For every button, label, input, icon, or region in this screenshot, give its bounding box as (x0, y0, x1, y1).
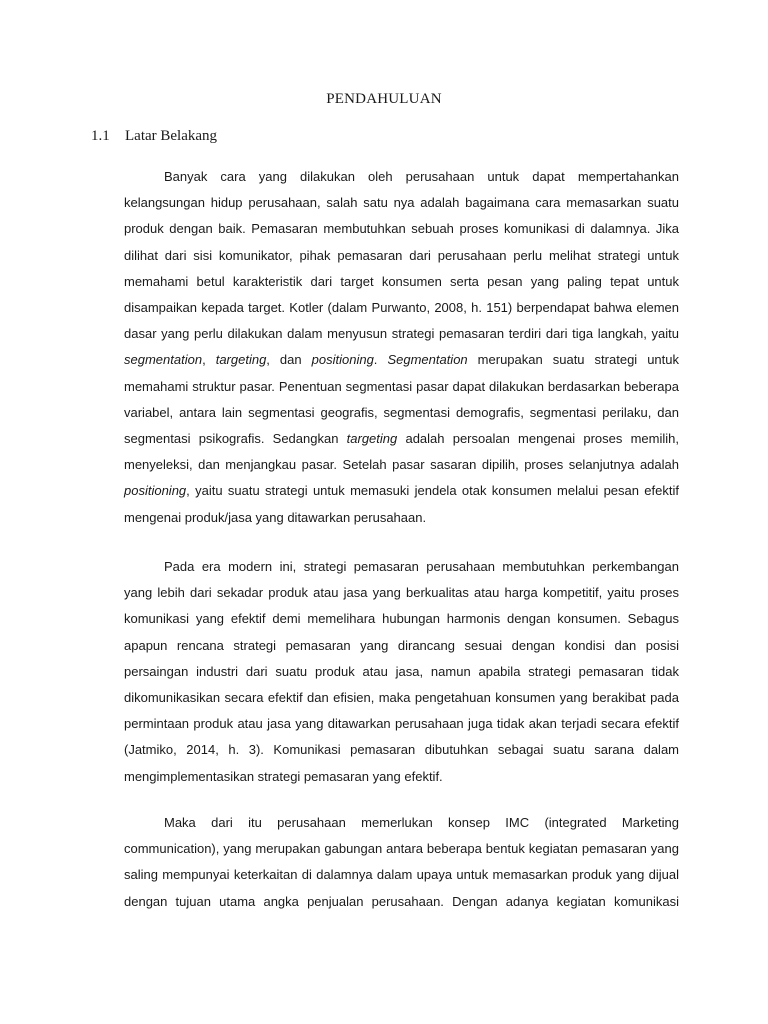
paragraph-2 (124, 554, 679, 790)
paragraph-line: segmentasi psikografis. Sedangkan targeting adalah persoalan mengenai proses memilih, (124, 431, 679, 447)
paragraph-line: dilihat dari sisi komunikator, pihak pemasaran dari perusahaan perlu melihat strategi untuk (124, 247, 679, 263)
paragraph-line: produk dengan baik. Pemasaran membutuhkan sebuah proses komunikasi di dalamnya. Jika (124, 221, 679, 237)
paragraph-line: persaingan industri dari suatu produk atau jasa, namun apabila strategi pemasaran tidak (124, 663, 679, 679)
paragraph-line: apapun rencana strategi pemasaran yang dirancang sesuai dengan kondisi dan posisi (124, 637, 679, 653)
paragraph-line: segmentation, targeting, dan positioning. Segmentation merupakan suatu strategi untuk (124, 352, 680, 368)
paragraph-line: Maka dari itu perusahaan memerlukan konsep IMC (integrated Marketing (164, 815, 679, 830)
page-title: PENDAHULUAN (326, 91, 442, 107)
paragraph-line: Pada era modern ini, strategi pemasaran perusahaan membutuhkan perkembangan (164, 559, 679, 574)
paragraph-1 (124, 164, 679, 531)
paragraph-line: memahami betul karakteristik dari target konsumen serta pesan yang paling tepat untuk (124, 273, 679, 289)
paragraph-line: positioning, yaitu suatu strategi untuk memasuki jendela otak konsumen melalui pesan efektif (124, 483, 679, 499)
paragraph-line: mengimplementasikan strategi pemasaran yang efektif. (124, 768, 443, 784)
paragraph-line: communication), yang merupakan gabungan antara beberapa bentuk kegiatan pemasaran yang (124, 841, 679, 857)
paragraph-line: menyeleksi, dan menjangkau pasar. Setelah pasar sasaran dipilih, proses selanjutnya adalah (124, 457, 679, 473)
paragraph-line: variabel, antara lain segmentasi geografis, segmentasi demografis, segmentasi perilaku, dan (124, 404, 679, 420)
section-number: 1.1 (91, 128, 110, 144)
paragraph-line: kelangsungan hidup perusahaan, salah satu nya adalah bagaimana cara memasarkan suatu (124, 195, 679, 211)
paragraph-line: Banyak cara yang dilakukan oleh perusahaan untuk dapat mempertahankan (164, 169, 679, 184)
paragraph-line: mengenai produk/jasa yang ditawarkan perusahaan. (124, 509, 427, 525)
paragraph-line: permintaan produk atau jasa yang ditawarkan perusahaan juga tidak akan terjadi secara efektif (124, 716, 679, 732)
paragraph-line: dengan tujuan utama angka penjualan perusahaan. Dengan adanya kegiatan komunikasi (124, 893, 679, 909)
paragraph-line: dikomunikasikan secara efektif dan efisien, maka pengetahuan konsumen yang berakibat pada (124, 690, 679, 706)
paragraph-3 (124, 810, 679, 915)
paragraph-line: komunikasi yang efektif demi memelihara hubungan harmonis dengan konsumen. Sebagus (124, 611, 679, 627)
paragraph-line: memahami struktur pasar. Penentuan segmentasi pasar dapat dilakukan berdasarkan beberapa (124, 378, 679, 394)
paragraph-line: saling mempunyai keterkaitan di dalamnya dalam upaya untuk memasarkan produk yang dijual (124, 867, 679, 883)
paragraph-line: dasar yang perlu dilakukan dalam menyusun strategi pemasaran terdiri dari tiga langkah, yaitu (124, 326, 679, 342)
paragraph-line: (Jatmiko, 2014, h. 3). Komunikasi pemasaran dibutuhkan sebagai suatu sarana dalam (124, 742, 679, 758)
section-heading (91, 128, 217, 145)
section-label: Latar Belakang (125, 128, 218, 144)
paragraph-line: yang lebih dari sekadar produk atau jasa yang berkualitas atau harga kompetitif, yaitu proses (124, 585, 679, 601)
paragraph-line: disampaikan kepada target. Kotler (dalam Purwanto, 2008, h. 151) berpendapat bahwa elemen (124, 300, 679, 316)
